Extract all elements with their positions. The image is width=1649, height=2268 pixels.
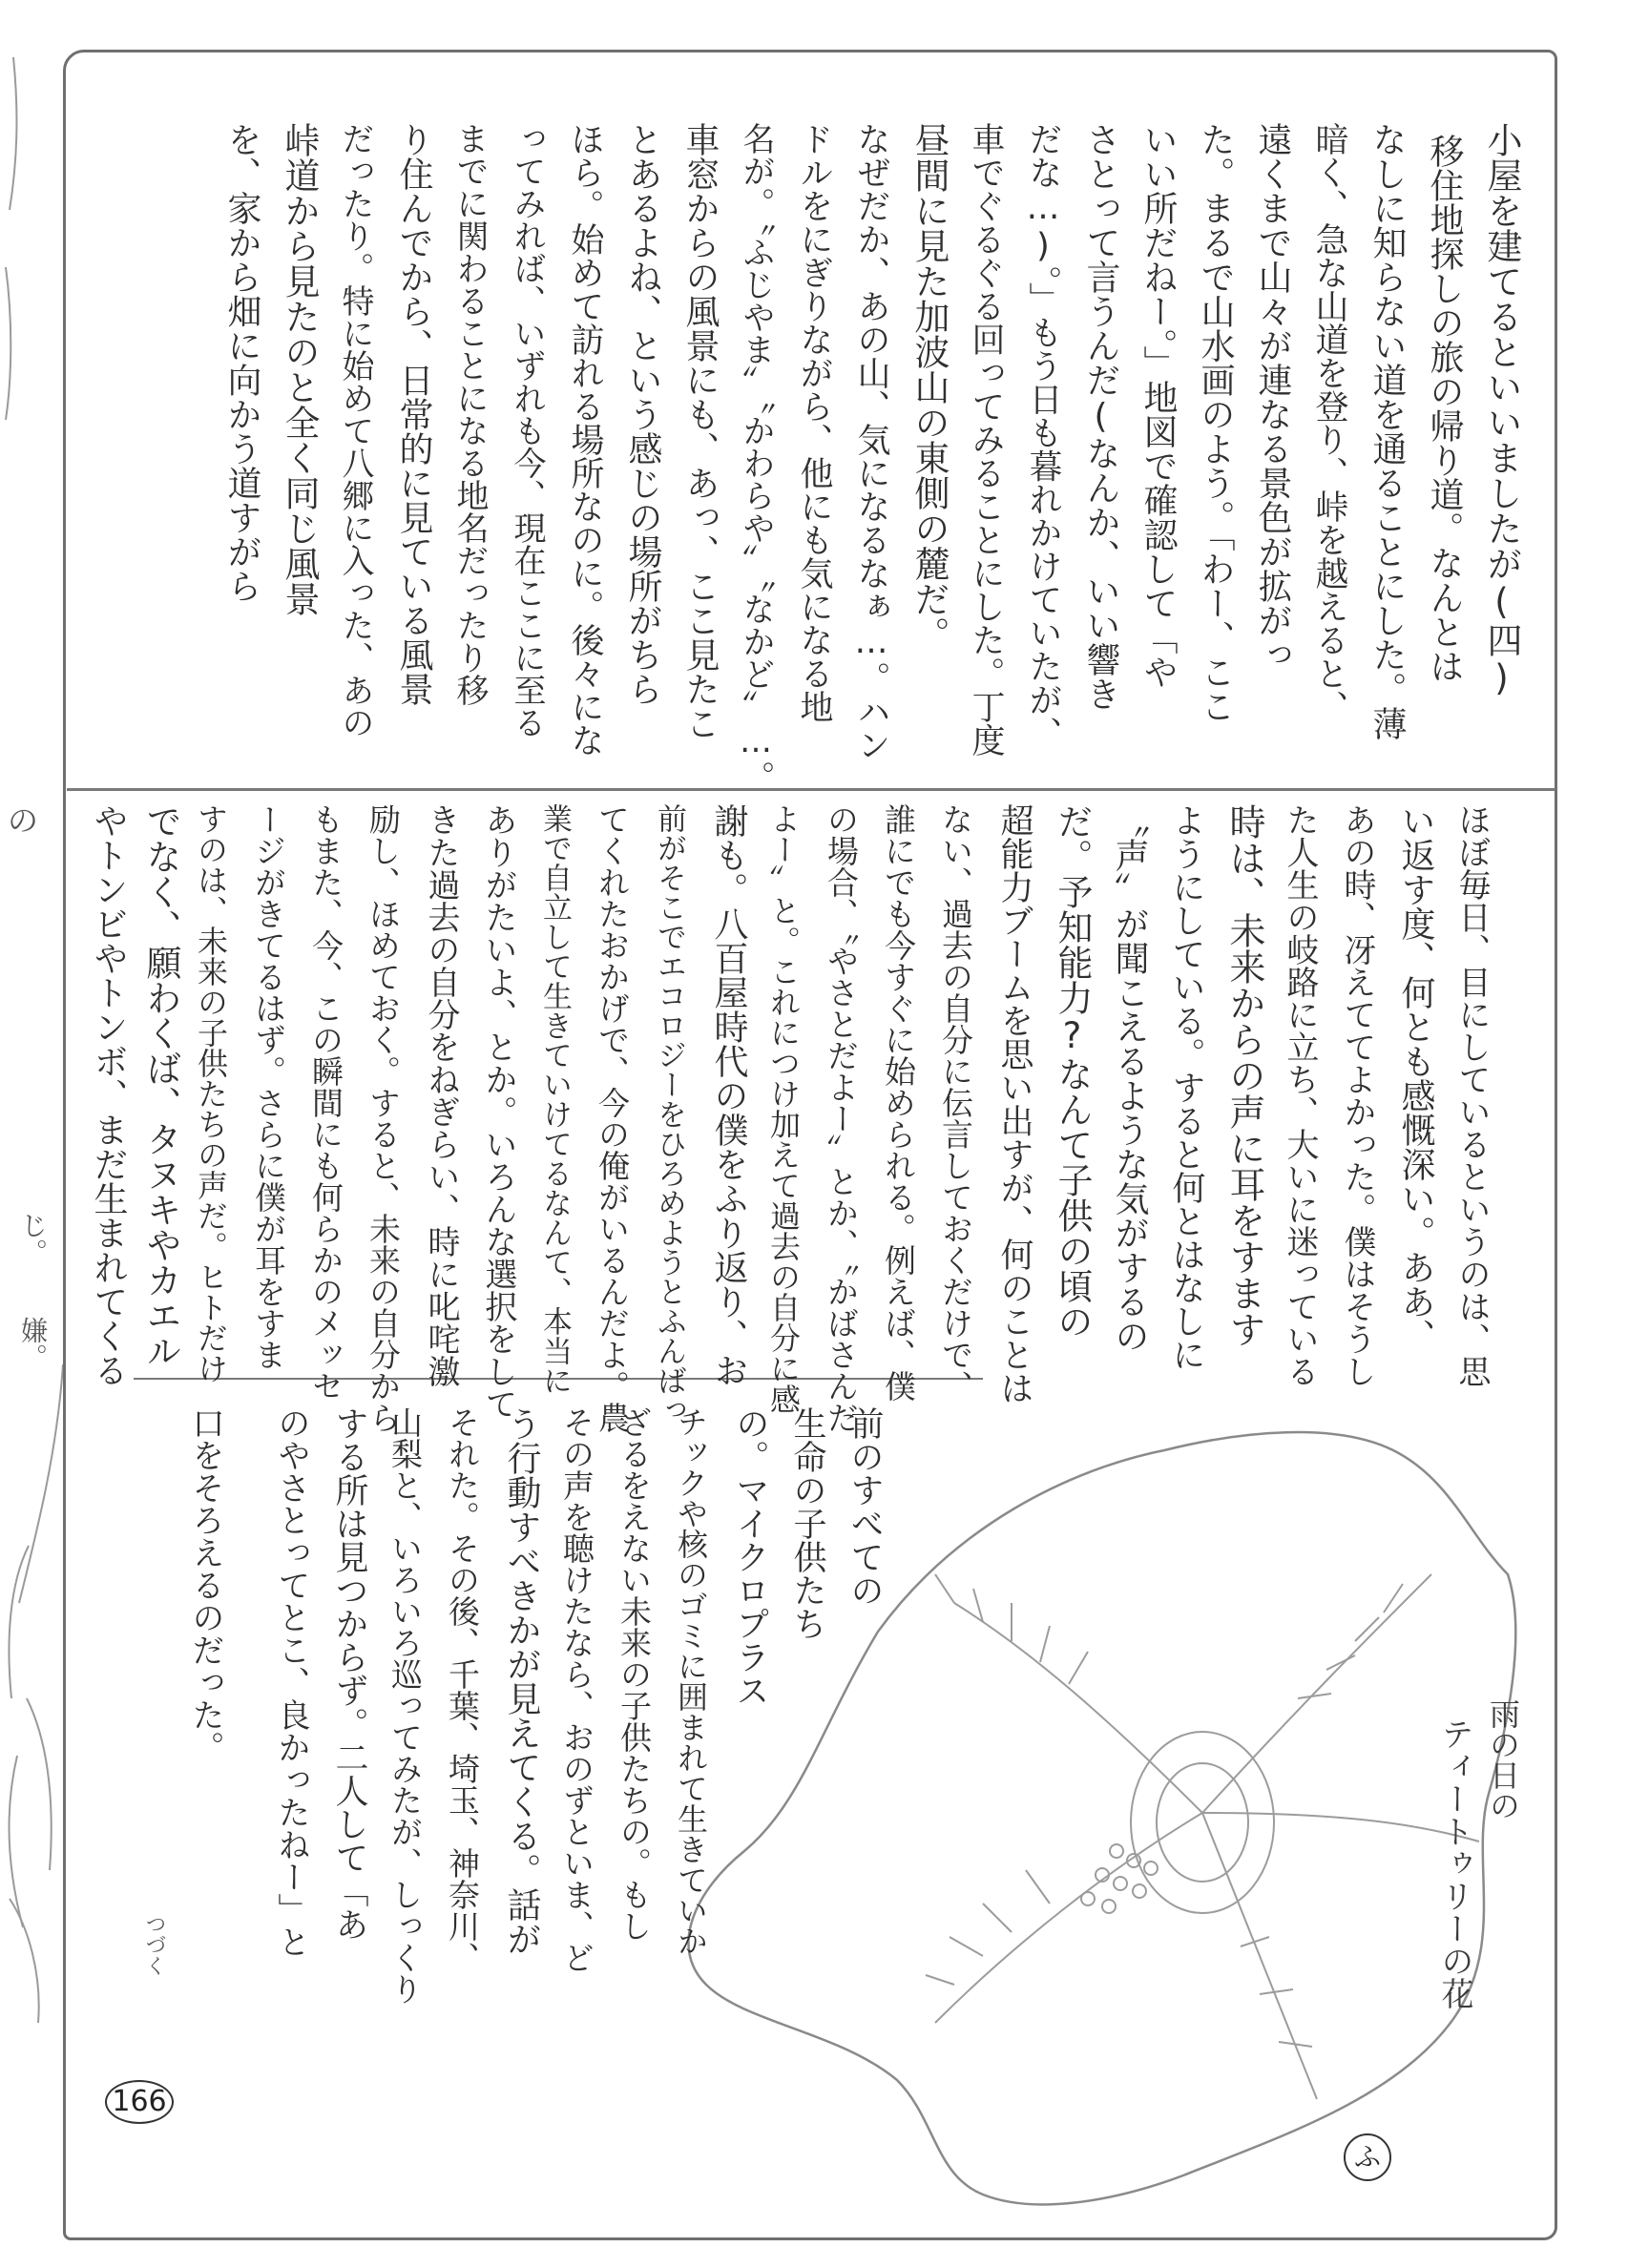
text-column: ない、過去の自分に伝言しておくだけで、 [937,803,974,1402]
text-column: する所は見つからず。二人して「あ [330,1406,368,1941]
text-column: 謝も。八百屋時代の僕をふり返り、お [709,803,748,1387]
text-column: さとって言うんだ(なんか、いい響き [1081,122,1120,711]
text-column: 〝声〟が聞こえるような気がするの [1110,803,1149,1353]
text-column: すのは、未来の子供たちの声だ。ヒトだけ [193,803,229,1384]
text-column: きた過去の自分をねぎらい、時に叱咤激 [422,803,460,1387]
text-column: だったり。特に始めて八郷に入った、あの [336,122,374,739]
margin-leaf-sketch-icon [0,0,67,2268]
text-column: 生命の子供たち [788,1406,826,1640]
text-column: よー〟と。これにつけ加えて過去の自分に感 [765,803,802,1414]
text-column: り住んでから、日常的に見ている風景 [394,122,433,706]
text-column: なぜだか、あの山、気になるなぁ…。ハン [852,122,890,761]
text-column: 超能力ブームを思い出すが、何のことは [995,803,1033,1404]
text-column: 遠くまで山々が連なる景色が拡がっ [1253,122,1292,672]
continued-label: つづく [142,1913,166,1976]
text-column: 業で自立して生きていけてるなんて、本当に [537,803,572,1395]
text-column: 昼間に見た加波山の東側の麓だ。 [908,122,950,652]
text-column: いい所だねー。」地図で確認して「や [1138,122,1178,689]
text-column: チックや核のゴミに囲まれて生きていか [673,1406,709,1956]
text-column: た人生の岐路に立ち、大いに迷っている [1281,803,1319,1387]
text-column: ざるをえない未来の子供たちの。もし [616,1406,653,1942]
text-column: 暗く、急な山道を登り、峠を越えると、 [1310,122,1348,723]
text-column: 名が。〝ふじやま〟〝かわらや〟〝なかど〟…。 [737,122,775,793]
text-column: ほぼ毎日、目にしているというのは、思 [1452,803,1491,1387]
text-column: ようにしている。すると何とはなしに [1167,803,1205,1371]
section-divider-upper [67,788,1555,791]
text-column: もまた、今、この瞬間にも何らかのメッセ [307,803,344,1402]
text-column: 前がそこでエコロジーをひろめようとふんばっ [652,803,686,1425]
text-column: の場合、〝やさとだよー〟とか、〝かばさんだ [823,803,860,1433]
left-margin-mark: 嫌。 [17,1317,49,1370]
text-column: やトンビやトンボ、まだ生まれてくる [89,803,128,1387]
circle-mark: ふ [1344,2133,1391,2181]
text-column: 車窓からの風景にも、あっ、ここ見たこ [680,122,720,740]
text-column: ありがたいよ、とか。いろんな選択をして [479,803,517,1420]
left-margin-mark: の [8,802,39,839]
text-column: 峠道から見たのと全く同じ風景 [279,122,320,616]
page-number: 166 [105,2080,174,2124]
text-column: 誰にでも今すぐに始められる。例えば、僕 [880,803,917,1402]
text-column: 移住地探しの旅の帰り道。なんとは [1425,134,1464,683]
illustration-caption-line1: 雨の日の [1485,1698,1521,1821]
text-column: なしに知らない道を通ることにした。薄 [1367,122,1407,740]
text-column: 山梨と、いろいろ巡ってみたが、しっくり [386,1406,424,2005]
text-column: までに関わることになる地名だったり移 [450,122,489,706]
text-column: とあるよね、という感じの場所がちら [623,122,662,706]
text-column: あの時、冴えててよかった。僕はそうし [1338,803,1376,1387]
text-column: 時は、未来からの声に耳をすます [1223,803,1265,1347]
text-column: その声を聴けたなら、おのずといま、ど [558,1406,595,1973]
left-margin-mark: じ。 [17,1212,49,1265]
text-column: う行動すべきかが見えてくる。話が [502,1406,541,1956]
text-column: 励し、ほめておく。すると、未来の自分から [365,803,402,1433]
text-column: 車でぐるぐる回ってみることにした。丁度 [967,122,1005,757]
text-column: 小屋を建てるといいましたが(四) [1481,122,1522,698]
text-column: だ。予知能力?なんて子供の頃の [1052,803,1093,1339]
text-column: を、家から畑に向かう道すがら [222,122,261,603]
text-column: 前のすべての [845,1406,884,1607]
text-column: 口をそろえるのだった。 [186,1406,224,1763]
text-column: てくれたおかげで、今の俺がいるんだよ。農 [594,803,631,1433]
text-column: ドルをにぎりながら、他にも気になる地 [795,122,833,723]
text-column: ほら。始めて訪れる場所なのに。後々にな [566,122,604,757]
text-column: でなく、願わくば、タヌキやカエル [140,803,181,1368]
illustration-caption-line2: ティートゥリーの花 [1435,1717,1473,2009]
text-column: の。マイクロプラス [731,1406,769,1707]
text-column: ージがきてるはず。さらに僕が耳をすま [250,803,287,1370]
text-column: それた。その後、千葉、埼玉、神奈川、 [444,1406,481,1973]
text-column: た。まるで山水画のよう。「わー、ここ [1196,122,1235,723]
text-column: い返す度、何とも感慨深い。ああ、 [1396,803,1435,1353]
text-column: ってみれば、いずれも今、現在ここに至る [508,122,546,739]
text-column: だな…)。」もう日も暮れかけていたが、 [1024,122,1062,750]
text-column: のやさとってとこ、良かったねー」と [272,1406,310,1958]
